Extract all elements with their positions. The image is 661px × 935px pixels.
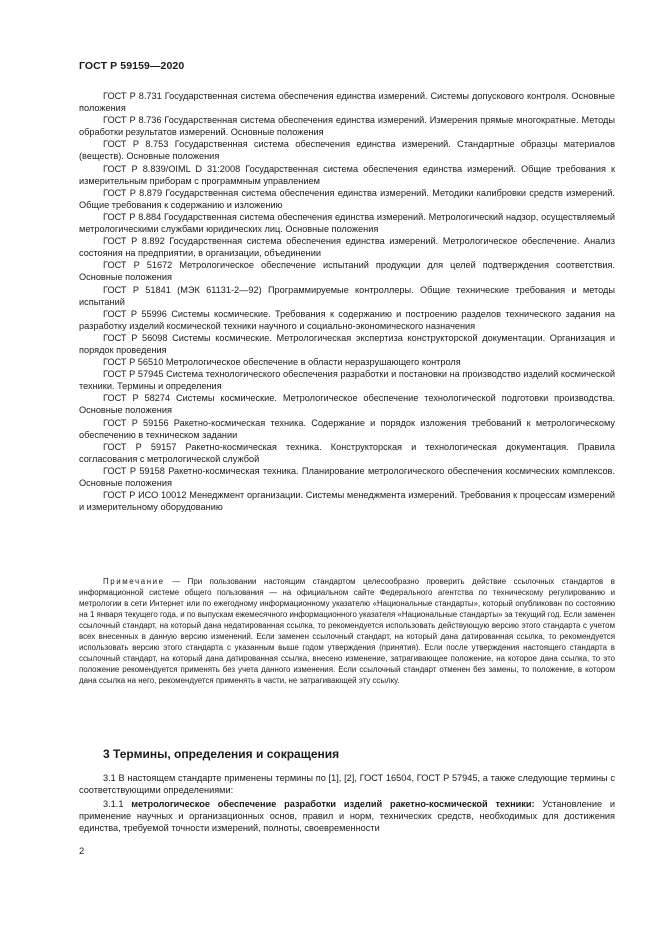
paragraph-3-1: 3.1 В настоящем стандарте применены термины по [1], [2], ГОСТ 16504, ГОСТ Р 57945, а также следующие термины с соответствующими определениями: [79, 773, 615, 796]
term-number: 3.1.1 [103, 799, 132, 810]
reference-item: ГОСТ Р 51672 Метрологическое обеспечение испытаний продукции для целей подтверждения соответствия. Основные положения [79, 260, 615, 283]
reference-item: ГОСТ Р 55996 Системы космические. Требования к содержанию и построению разделов технического задания на разработку изделий космической техники научного и социально-экономического назначения [79, 308, 615, 331]
document-header: ГОСТ Р 59159—2020 [79, 60, 185, 72]
reference-item: ГОСТ Р 8.884 Государственная система обеспечения единства измерений. Метрологический надзор, осуществляемый метрологическими службами юридических лиц. Основные положения [79, 211, 615, 235]
reference-item: ГОСТ Р 8.736 Государственная система обеспечения единства измерений. Измерения прямые многократные. Методы обработки результатов измерений. Основные положения [79, 115, 615, 138]
reference-item: ГОСТ Р 59157 Ракетно-космическая техника. Конструкторская и технологическая документация. Правила согласования с метрологической службой [79, 441, 615, 464]
reference-item: ГОСТ Р ИСО 10012 Менеджмент организации. Системы менеджмента измерений. Требования к процессам измерений и измерительному оборудованию [79, 490, 615, 513]
reference-item: ГОСТ Р 59156 Ракетно-космическая техника. Содержание и порядок изложения требований к метрологическому обеспечению в техническом задании [79, 417, 615, 440]
term-name: метрологическое обеспечение разработки изделий ракетно-космической техники: [131, 799, 535, 810]
reference-item: ГОСТ Р 57945 Система технологического обеспечения разработки и постановки на производство изделий космической техники. Термины и определения [79, 369, 615, 392]
reference-item: ГОСТ Р 8.892 Государственная система обеспечения единства измерений. Метрологическое обеспечение. Анализ состояния на предприятии, в организации, объединении [79, 236, 615, 259]
page-number: 2 [79, 846, 85, 857]
note-paragraph [79, 577, 615, 687]
reference-item: ГОСТ Р 59158 Ракетно-космическая техника. Планирование метрологического обеспечения космических комплексов. Основные положения [79, 465, 615, 488]
reference-item: ГОСТ Р 56510 Метрологическое обеспечение в области неразрушающего контроля [103, 357, 461, 368]
reference-item: ГОСТ Р 51841 (МЭК 61131-2—92) Программируемые контроллеры. Общие технические требования и методы испытаний [79, 284, 615, 307]
normative-references-list [79, 90, 615, 513]
term-definition: Установление и применение научных и организационных основ, правил и норм, технических средств, необходимых для достижения единства, требуемой точности измерений, полноты, своевременности [79, 799, 616, 834]
section-title: 3 Термины, определения и сокращения [103, 747, 340, 761]
note-label: Примечание [103, 577, 165, 586]
section-body [79, 772, 615, 836]
reference-item: ГОСТ Р 8.879 Государственная система обеспечения единства измерений. Методики калибровки средств измерений. Общие требования к содержанию и изложению [79, 187, 615, 210]
reference-item: ГОСТ Р 8.839/OIML D 31:2008 Государственная система обеспечения единства измерений. Общие требования к измерительным приборам с программным управлением [79, 163, 615, 186]
reference-item: ГОСТ Р 8.731 Государственная система обеспечения единства измерений. Системы допускового контроля. Основные положения [79, 91, 615, 114]
paragraph-3-1-1 [79, 798, 615, 834]
reference-item: ГОСТ Р 56098 Системы космические. Метрологическая экспертиза конструкторской документации. Организация и порядок проведения [79, 332, 615, 355]
reference-item: ГОСТ Р 8.753 Государственная система обеспечения единства измерений. Стандартные образцы материалов (веществ). Основные положения [79, 139, 615, 162]
reference-item: ГОСТ Р 58274 Системы космические. Метрологическое обеспечение технологической подготовки производства. Основные положения [79, 393, 615, 416]
note-text: — При пользовании настоящим стандартом целесообразно проверить действие ссылочных стандартов в информационной системе общего пользования — на официальном сайте Федерального агентства по техническому регулированию и метрологии в сети Интернет или по ежегодному информационному указателю «Национальные стандарты», который опубликован по состоянию на 1 января текущего года, и по выпускам ежемесячного информационного указателя «Национальные стандарты» за текущий год. Если заменен ссылочный стандарт, на который дана недатированная ссылка, то рекомендуется использовать действующую версию этого стандарта с учетом всех внесенных в данную версию изменений. Если заменен ссылочный стандарт, на который дана датированная ссылка, то рекомендуется использовать версию этого стандарта с указанным выше годом утверждения (принятия). Если после утверждения настоящего стандарта в ссылочный стандарт, на который дана датированная ссылка, внесено изменение, затрагивающее положение, на которое дана ссылка, то это положение рекомендуется применять без учета данного изменения. Если ссылочный стандарт отменен без замены, то положение, в котором дана ссылка на него, рекомендуется применять в части, не затрагивающей эту ссылку. [79, 577, 615, 685]
